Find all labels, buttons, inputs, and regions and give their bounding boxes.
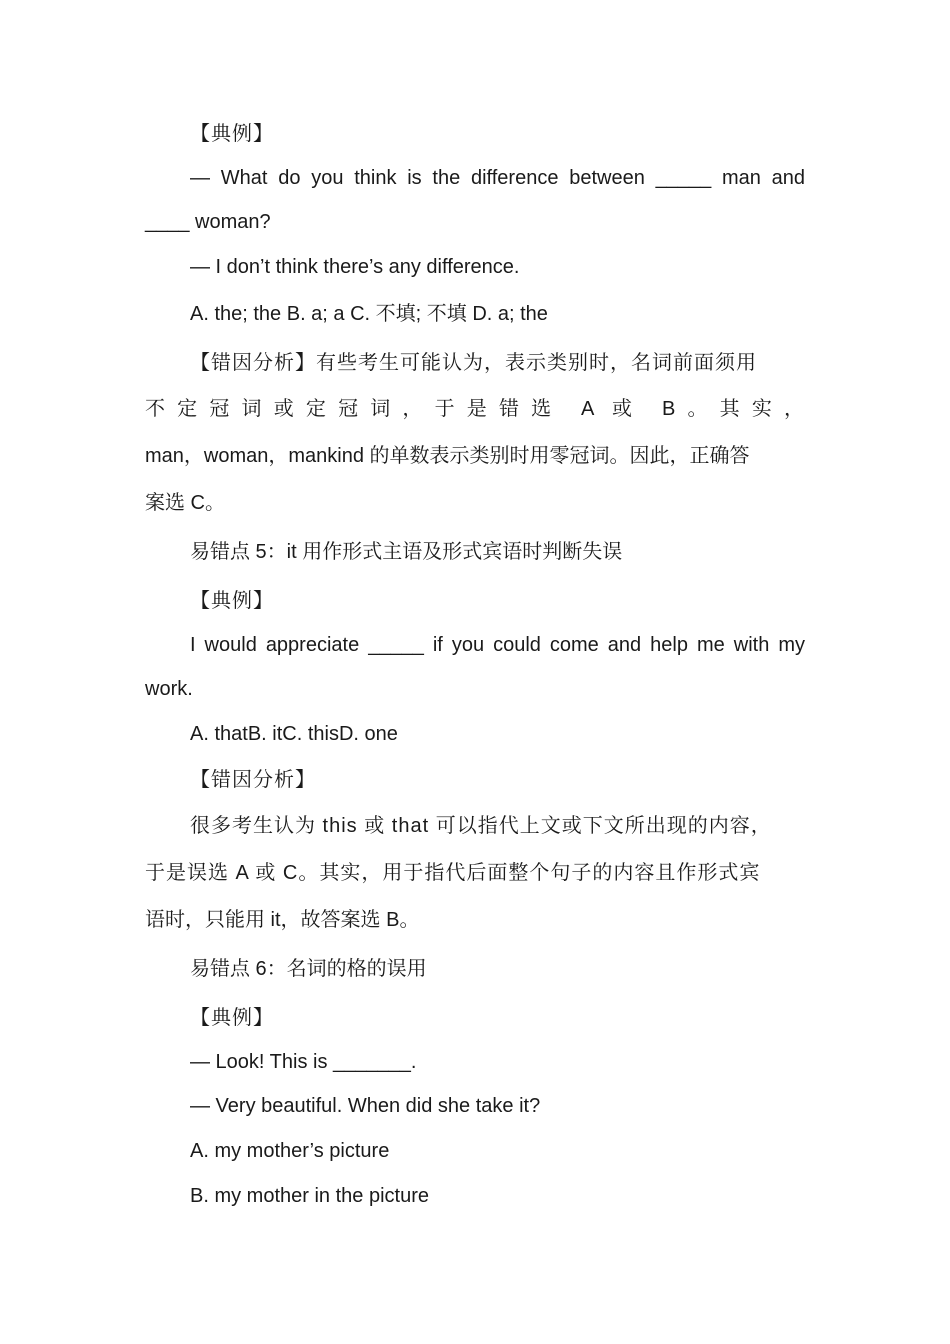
example-heading: 【典例】	[190, 590, 274, 612]
question-line: — What do you think is the difference between _____ man and	[190, 167, 805, 189]
analysis-line: man，woman，mankind 的单数表示类别时用零冠词。因此，正确答	[145, 445, 750, 467]
question-line: work.	[145, 678, 193, 700]
section-title: 易错点 5：it 用作形式主语及形式宾语时判断失误	[190, 541, 623, 563]
options-line: A. the; the B. a; a C. 不填; 不填 D. a; the	[190, 303, 548, 325]
analysis-line: 语时，只能用 it，故答案选 B。	[145, 909, 420, 931]
question-line: — Very beautiful. When did she take it?	[190, 1095, 541, 1117]
analysis-line: 案选 C。	[145, 492, 225, 514]
options-line: A. thatB. itC. thisD. one	[190, 723, 398, 745]
analysis-heading: 【错因分析】	[190, 769, 316, 791]
analysis-line: 不定冠词或定冠词，于是错选 A 或 B。其实，	[145, 398, 805, 420]
option-line: B. my mother in the picture	[190, 1185, 429, 1207]
section-title: 易错点 6：名词的格的误用	[190, 958, 427, 980]
analysis-line: 【错因分析】有些考生可能认为，表示类别时，名词前面须用	[190, 352, 757, 374]
analysis-line: 很多考生认为 this 或 that 可以指代上文或下文所出现的内容，	[190, 815, 772, 837]
question-line: ____ woman?	[145, 211, 271, 233]
question-line: I would appreciate _____ if you could come and help me with my	[190, 634, 805, 656]
example-heading: 【典例】	[190, 1007, 274, 1029]
example-heading: 【典例】	[190, 123, 274, 145]
analysis-line: 于是误选 A 或 C。其实，用于指代后面整个句子的内容且作形式宾	[145, 862, 761, 884]
option-line: A. my mother’s picture	[190, 1140, 390, 1162]
question-line: — Look! This is _______.	[190, 1051, 417, 1073]
answer-line: — I don’t think there’s any difference.	[190, 256, 520, 278]
